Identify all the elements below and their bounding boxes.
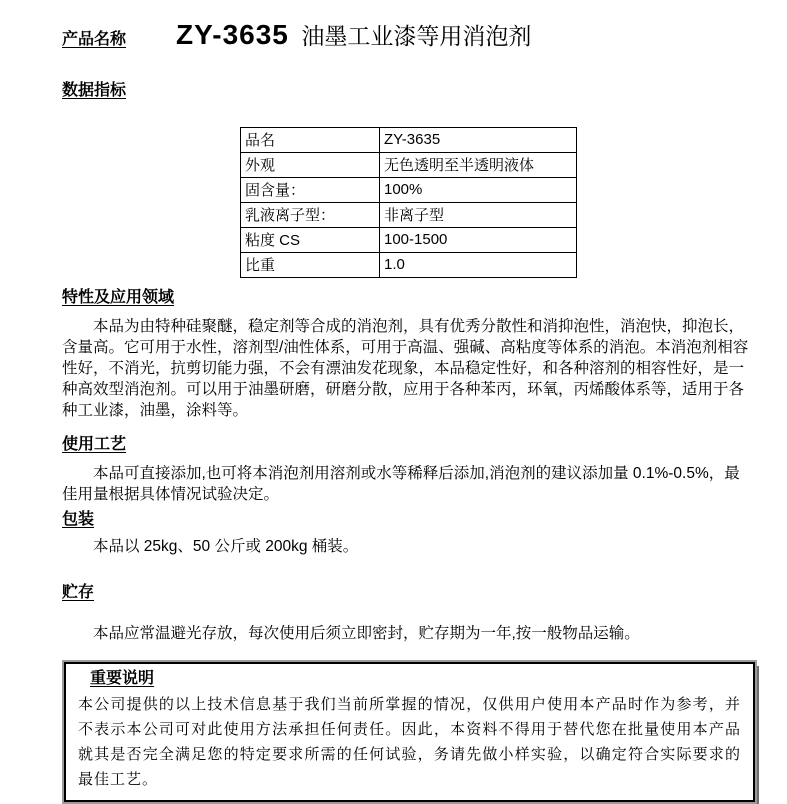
spec-value: 非离子型 — [380, 203, 577, 228]
spec-value: 1.0 — [380, 253, 577, 278]
product-title — [176, 18, 531, 51]
table-row — [241, 128, 577, 153]
table-row — [241, 253, 577, 278]
spec-label: 粘度 CS — [241, 228, 380, 253]
section-heading-storage: 贮存 — [62, 584, 95, 601]
spec-value: 100-1500 — [380, 228, 577, 253]
product-name-label: 产品名称 — [62, 31, 127, 48]
product-title-row — [62, 18, 755, 51]
notice-heading: 重要说明 — [90, 670, 155, 687]
section-heading-usage: 使用工艺 — [62, 436, 127, 453]
spec-value: 100% — [380, 178, 577, 203]
table-row — [241, 228, 577, 253]
storage-paragraph: 本品应常温避光存放，每次使用后须立即密封，贮存期为一年,按一般物品运输。 — [93, 625, 640, 642]
spec-label: 外观 — [241, 153, 380, 178]
spec-table — [240, 127, 577, 278]
section-heading-features: 特性及应用领域 — [62, 289, 175, 306]
spec-value: 无色透明至半透明液体 — [380, 153, 577, 178]
section-heading-data-indicators: 数据指标 — [62, 82, 127, 99]
product-code: ZY-3635 — [176, 19, 289, 50]
section-heading-packaging: 包装 — [62, 511, 95, 528]
spec-label: 比重 — [241, 253, 380, 278]
important-notice-box — [64, 662, 755, 802]
usage-paragraph: 本品可直接添加,也可将本消泡剂用溶剂或水等稀释后添加,消泡剂的建议添加量 0.1%-0.5%，最佳用量根据具体情况试验决定。 — [62, 465, 740, 503]
features-paragraph: 本品为由特种硅聚醚，稳定剂等合成的消泡剂，具有优秀分散性和消抑泡性，消泡快，抑泡长，含量高。它可用于水性，溶剂型/油性体系，可用于高温、强碱、高粘度等体系的消泡。本消泡剂相容性好，不消光，抗剪切能力强，不会有漂油发花现象，本品稳定性好，和各种溶剂的相容性好，是一种高效型消泡剂。可以用于油墨研磨，研磨分散，应用于各种苯丙，环氧，丙烯酸体系等，适用于各种工业漆，油墨，涂料等。 — [62, 318, 749, 419]
notice-text: 本公司提供的以上技术信息基于我们当前所掌握的情况，仅供用户使用本产品时作为参考，并不表示本公司可对此使用方法承担任何责任。因此，本资料不得用于替代您在批量使用本产品就其是否完全满足您的特定要求所需的任何试验，务请先做小样实验，以确定符合实际要求的最佳工艺。 — [78, 696, 741, 788]
table-row — [241, 153, 577, 178]
spec-label: 品名 — [241, 128, 380, 153]
spec-label: 乳液离子型： — [241, 203, 380, 228]
packaging-paragraph: 本品以 25kg、50 公斤或 200kg 桶装。 — [93, 538, 359, 555]
table-row — [241, 178, 577, 203]
spec-label: 固含量： — [241, 178, 380, 203]
table-row — [241, 203, 577, 228]
spec-value: ZY-3635 — [380, 128, 577, 153]
product-title-cn: 油墨工业漆等用消泡剂 — [301, 24, 532, 49]
